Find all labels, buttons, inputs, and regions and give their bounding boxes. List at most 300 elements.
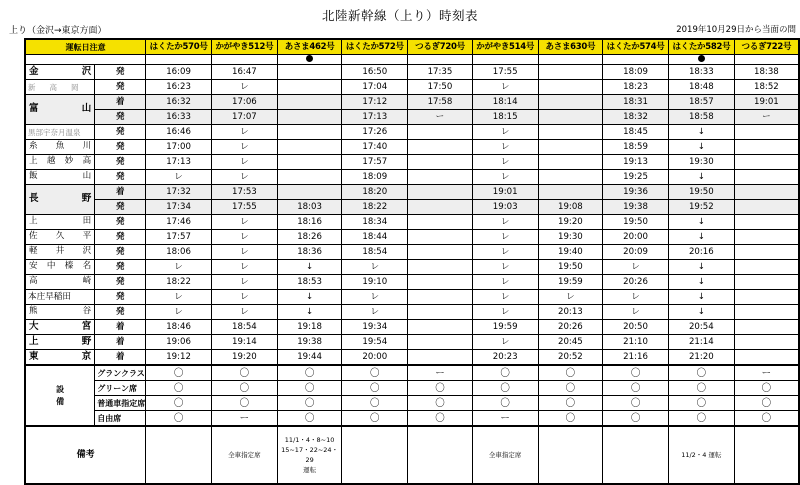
- notice-mark-cell: [277, 55, 342, 65]
- facility-mark: ー: [408, 365, 473, 381]
- time-cell: 18:09: [603, 65, 669, 80]
- time-cell: ↓: [668, 170, 734, 185]
- time-cell: 18:59: [603, 140, 669, 155]
- arr-dep-label: 発: [95, 260, 146, 275]
- time-cell: レ: [212, 125, 278, 140]
- time-cell: 17:12: [342, 95, 408, 110]
- time-cell: [734, 155, 799, 170]
- time-cell: 16:33: [146, 110, 212, 125]
- time-cell: 18:16: [277, 215, 342, 230]
- time-cell: [734, 200, 799, 215]
- time-cell: レ: [603, 260, 669, 275]
- time-cell: [408, 170, 473, 185]
- station-name: [25, 275, 95, 290]
- arr-dep-label: 発: [95, 275, 146, 290]
- arr-dep-label: 発: [95, 125, 146, 140]
- facility-mark: 〇: [146, 396, 212, 411]
- time-cell: 17:57: [342, 155, 408, 170]
- time-cell: 18:45: [603, 125, 669, 140]
- remark-cell: [603, 426, 669, 484]
- facility-mark: 〇: [146, 411, 212, 427]
- station-name: [25, 95, 95, 125]
- arr-dep-label: 着: [95, 320, 146, 335]
- facility-row: [25, 365, 799, 381]
- facility-mark: 〇: [603, 411, 669, 427]
- station-name: [25, 185, 95, 215]
- time-cell: [538, 95, 603, 110]
- time-cell: 18:54: [342, 245, 408, 260]
- time-cell: レ: [212, 215, 278, 230]
- facility-mark: ー: [734, 365, 799, 381]
- time-cell: 19:59: [472, 320, 538, 335]
- time-cell: 20:52: [538, 350, 603, 366]
- time-cell: 19:50: [603, 215, 669, 230]
- time-cell: [538, 170, 603, 185]
- time-cell: レ: [212, 245, 278, 260]
- time-cell: 19:06: [146, 335, 212, 350]
- time-cell: 21:20: [668, 350, 734, 366]
- time-cell: 17:06: [212, 95, 278, 110]
- train-name: あさま462号: [277, 39, 342, 55]
- operating-day-notice-row: [25, 55, 799, 65]
- time-cell: 19:20: [538, 215, 603, 230]
- time-cell: 18:33: [668, 65, 734, 80]
- time-cell: [277, 170, 342, 185]
- time-cell: 19:30: [668, 155, 734, 170]
- time-cell: 19:01: [472, 185, 538, 200]
- time-cell: [538, 110, 603, 125]
- time-cell: 18:36: [277, 245, 342, 260]
- remark-cell: [734, 426, 799, 484]
- train-header-row: [25, 39, 799, 55]
- time-cell: 17:55: [472, 65, 538, 80]
- time-cell: レ: [472, 290, 538, 305]
- time-cell: 21:14: [668, 335, 734, 350]
- time-cell: 18:15: [472, 110, 538, 125]
- facility-row: [25, 381, 799, 396]
- facility-mark: 〇: [472, 381, 538, 396]
- arr-dep-label: 発: [95, 215, 146, 230]
- time-cell: 17:57: [146, 230, 212, 245]
- time-cell: 18:57: [668, 95, 734, 110]
- train-name: あさま630号: [538, 39, 603, 55]
- station-name: [25, 170, 95, 185]
- facility-row: [25, 396, 799, 411]
- facility-mark: 〇: [538, 365, 603, 381]
- facility-mark: 〇: [603, 381, 669, 396]
- time-cell: 19:59: [538, 275, 603, 290]
- time-cell: [734, 320, 799, 335]
- time-cell: [734, 260, 799, 275]
- time-cell: 19:52: [668, 200, 734, 215]
- station-label: 東 京: [29, 351, 92, 362]
- time-cell: [408, 185, 473, 200]
- remark-cell: [408, 426, 473, 484]
- station-name: [25, 290, 95, 305]
- station-label: 上 越 妙 高: [29, 156, 92, 166]
- time-cell: [408, 230, 473, 245]
- time-cell: 17:40: [342, 140, 408, 155]
- time-cell: レ: [212, 170, 278, 185]
- time-cell: 18:34: [342, 215, 408, 230]
- time-cell: レ: [472, 335, 538, 350]
- notice-mark-cell: [668, 55, 734, 65]
- facility-mark: 〇: [668, 396, 734, 411]
- time-cell: [734, 170, 799, 185]
- time-cell: [734, 275, 799, 290]
- time-cell: 18:31: [603, 95, 669, 110]
- time-cell: レ: [146, 260, 212, 275]
- station-name: [25, 230, 95, 245]
- time-cell: 18:03: [277, 200, 342, 215]
- arr-dep-label: 発: [95, 305, 146, 320]
- time-cell: [277, 125, 342, 140]
- time-cell: レ: [146, 305, 212, 320]
- station-label: 熊 谷: [29, 306, 92, 316]
- station-label: 大 宮: [29, 321, 92, 332]
- time-cell: [734, 350, 799, 366]
- time-cell: 19:34: [342, 320, 408, 335]
- time-cell: 17:46: [146, 215, 212, 230]
- facility-group-text: 設備: [56, 384, 65, 406]
- time-cell: レ: [472, 260, 538, 275]
- arr-dep-label: 発: [95, 245, 146, 260]
- time-cell: [734, 290, 799, 305]
- arr-dep-label: 発: [95, 80, 146, 95]
- time-cell: 19:40: [538, 245, 603, 260]
- train-name: はくたか582号: [668, 39, 734, 55]
- facility-mark: ー: [472, 411, 538, 427]
- facility-mark: 〇: [277, 411, 342, 427]
- time-cell: 20:09: [603, 245, 669, 260]
- station-row: [25, 275, 799, 290]
- time-cell: [408, 350, 473, 366]
- station-label: 飯 山: [29, 171, 92, 181]
- train-name: はくたか574号: [603, 39, 669, 55]
- station-row: [25, 350, 799, 366]
- time-cell: 17:34: [146, 200, 212, 215]
- time-cell: 18:09: [342, 170, 408, 185]
- time-cell: 17:32: [146, 185, 212, 200]
- time-cell: 17:07: [212, 110, 278, 125]
- train-name: はくたか570号: [146, 39, 212, 55]
- time-cell: [277, 185, 342, 200]
- remark-text: 全車指定席: [228, 451, 261, 459]
- station-row: [25, 170, 799, 185]
- time-cell: ↓: [668, 215, 734, 230]
- time-cell: [408, 290, 473, 305]
- station-label: 安 中 榛 名: [29, 261, 92, 271]
- time-cell: レ: [212, 230, 278, 245]
- time-cell: 19:54: [342, 335, 408, 350]
- time-cell: レ: [342, 305, 408, 320]
- arr-dep-label: 着: [95, 335, 146, 350]
- time-cell: 17:04: [342, 80, 408, 95]
- remark-cell: [146, 426, 212, 484]
- time-cell: ↓: [668, 140, 734, 155]
- station-row: [25, 80, 799, 95]
- station-label: 上 田: [29, 216, 92, 226]
- station-row: [25, 335, 799, 350]
- time-cell: [734, 185, 799, 200]
- station-row: [25, 140, 799, 155]
- time-cell: 19:10: [342, 275, 408, 290]
- time-cell: [538, 155, 603, 170]
- remarks-row: [25, 426, 799, 484]
- arr-dep-label: 着: [95, 95, 146, 110]
- facility-label: 自由席: [95, 411, 146, 427]
- station-row: [25, 110, 799, 125]
- time-cell: レ: [146, 170, 212, 185]
- time-cell: レ: [212, 260, 278, 275]
- station-label: 上 野: [29, 336, 92, 347]
- facility-mark: 〇: [146, 381, 212, 396]
- station-label: 金 沢: [29, 66, 92, 77]
- time-cell: レ: [538, 290, 603, 305]
- time-cell: 18:14: [472, 95, 538, 110]
- time-cell: 18:58: [668, 110, 734, 125]
- time-cell: 19:18: [277, 320, 342, 335]
- time-cell: [538, 65, 603, 80]
- time-cell: ↓: [277, 290, 342, 305]
- time-cell: 20:00: [603, 230, 669, 245]
- time-cell: [408, 200, 473, 215]
- notice-mark-cell: [538, 55, 603, 65]
- facility-mark: 〇: [668, 411, 734, 427]
- facility-mark: 〇: [212, 381, 278, 396]
- page-title: 北陸新幹線（上り）時刻表: [321, 8, 478, 23]
- time-cell: 21:16: [603, 350, 669, 366]
- station-row: [25, 260, 799, 275]
- train-name: つるぎ722号: [734, 39, 799, 55]
- facility-mark: 〇: [408, 396, 473, 411]
- facility-mark: 〇: [603, 365, 669, 381]
- station-name: [25, 335, 95, 350]
- train-name: つるぎ720号: [408, 39, 473, 55]
- time-cell: [734, 245, 799, 260]
- time-cell: 18:48: [668, 80, 734, 95]
- station-name: [25, 80, 95, 95]
- time-cell: ー: [734, 110, 799, 125]
- time-cell: 19:03: [472, 200, 538, 215]
- time-cell: レ: [146, 290, 212, 305]
- arr-dep-label: 発: [95, 170, 146, 185]
- notice-mark-cell: [472, 55, 538, 65]
- time-cell: レ: [472, 215, 538, 230]
- time-cell: レ: [472, 275, 538, 290]
- time-cell: 18:06: [146, 245, 212, 260]
- facility-mark: ー: [212, 411, 278, 427]
- facility-mark: 〇: [342, 365, 408, 381]
- facility-mark: 〇: [342, 396, 408, 411]
- time-cell: レ: [472, 230, 538, 245]
- station-label: 長 野: [29, 193, 92, 204]
- time-cell: ↓: [277, 260, 342, 275]
- station-row: [25, 305, 799, 320]
- facility-mark: 〇: [668, 365, 734, 381]
- remark-cell: [277, 426, 342, 484]
- station-row: [25, 95, 799, 110]
- train-name: かがやき512号: [212, 39, 278, 55]
- time-cell: レ: [212, 275, 278, 290]
- time-cell: レ: [472, 155, 538, 170]
- time-cell: 19:38: [603, 200, 669, 215]
- facility-mark: 〇: [408, 381, 473, 396]
- notice-mark-cell: [603, 55, 669, 65]
- time-cell: 18:22: [146, 275, 212, 290]
- time-cell: 20:16: [668, 245, 734, 260]
- notice-dot-icon: [698, 55, 705, 62]
- time-cell: 18:54: [212, 320, 278, 335]
- time-cell: [538, 125, 603, 140]
- time-cell: 19:36: [603, 185, 669, 200]
- time-cell: [734, 125, 799, 140]
- time-cell: 17:13: [146, 155, 212, 170]
- station-name: [25, 65, 95, 80]
- facility-label: グリーン席: [95, 381, 146, 396]
- time-cell: 19:20: [212, 350, 278, 366]
- corner-blank: [25, 55, 146, 65]
- time-cell: [408, 275, 473, 290]
- time-cell: 20:26: [603, 275, 669, 290]
- station-row: [25, 65, 799, 80]
- time-cell: 18:38: [734, 65, 799, 80]
- time-cell: ↓: [668, 275, 734, 290]
- time-cell: 19:30: [538, 230, 603, 245]
- time-cell: レ: [212, 290, 278, 305]
- time-cell: 18:53: [277, 275, 342, 290]
- facility-mark: 〇: [212, 365, 278, 381]
- time-cell: レ: [472, 125, 538, 140]
- facility-mark: 〇: [734, 411, 799, 427]
- facility-mark: 〇: [472, 365, 538, 381]
- time-cell: 16:46: [146, 125, 212, 140]
- validity-period: 2019年10月29日から当面の間: [676, 25, 796, 35]
- time-cell: 19:50: [538, 260, 603, 275]
- remark-cell: [538, 426, 603, 484]
- remarks-label: 備考: [25, 426, 146, 484]
- arr-dep-label: 発: [95, 140, 146, 155]
- station-name: [25, 215, 95, 230]
- time-cell: レ: [212, 80, 278, 95]
- time-cell: 18:23: [603, 80, 669, 95]
- notice-dot-icon: [306, 55, 313, 62]
- arr-dep-label: 発: [95, 230, 146, 245]
- facility-mark: 〇: [538, 396, 603, 411]
- time-cell: ↓: [668, 305, 734, 320]
- time-cell: 20:13: [538, 305, 603, 320]
- time-cell: ー: [408, 110, 473, 125]
- time-cell: 19:08: [538, 200, 603, 215]
- time-cell: 19:13: [603, 155, 669, 170]
- station-row: [25, 155, 799, 170]
- time-cell: レ: [603, 290, 669, 305]
- time-cell: 19:01: [734, 95, 799, 110]
- station-label: 軽 井 沢: [29, 246, 92, 256]
- facility-mark: 〇: [146, 365, 212, 381]
- time-cell: 19:44: [277, 350, 342, 366]
- time-cell: レ: [212, 155, 278, 170]
- arr-dep-label: 着: [95, 185, 146, 200]
- direction-label: 上り（金沢→東京方面）: [9, 26, 107, 36]
- time-cell: [408, 335, 473, 350]
- time-cell: 18:46: [146, 320, 212, 335]
- station-row: [25, 125, 799, 140]
- time-cell: [408, 140, 473, 155]
- station-name: [25, 125, 95, 140]
- timetable: [24, 38, 800, 485]
- station-label: 佐 久 平: [29, 231, 92, 241]
- time-cell: [408, 305, 473, 320]
- time-cell: 19:14: [212, 335, 278, 350]
- facility-mark: 〇: [212, 396, 278, 411]
- time-cell: 19:12: [146, 350, 212, 366]
- time-cell: 18:20: [342, 185, 408, 200]
- facility-mark: 〇: [408, 411, 473, 427]
- notice-mark-cell: [146, 55, 212, 65]
- time-cell: [277, 155, 342, 170]
- time-cell: レ: [212, 305, 278, 320]
- station-row: [25, 200, 799, 215]
- remark-text: 全車指定席: [488, 451, 522, 459]
- time-cell: ↓: [668, 125, 734, 140]
- time-cell: 18:32: [603, 110, 669, 125]
- time-cell: レ: [472, 80, 538, 95]
- train-name: かがやき514号: [472, 39, 538, 55]
- time-cell: レ: [342, 290, 408, 305]
- time-cell: 17:00: [146, 140, 212, 155]
- facility-group-label: [25, 365, 95, 426]
- station-label: 黒部宇奈月温泉: [28, 127, 81, 137]
- notice-mark-cell: [212, 55, 278, 65]
- time-cell: [408, 320, 473, 335]
- station-row: [25, 245, 799, 260]
- time-cell: 17:50: [408, 80, 473, 95]
- time-cell: 18:22: [342, 200, 408, 215]
- facility-mark: 〇: [734, 381, 799, 396]
- time-cell: 20:00: [342, 350, 408, 366]
- station-label: 新高岡: [28, 82, 93, 92]
- time-cell: レ: [342, 260, 408, 275]
- time-cell: 17:55: [212, 200, 278, 215]
- remark-text: 11/1・4・8~10 15~17・22~24・29 運転: [281, 436, 339, 474]
- station-row: [25, 215, 799, 230]
- station-name: [25, 155, 95, 170]
- time-cell: [734, 335, 799, 350]
- facility-mark: 〇: [734, 396, 799, 411]
- time-cell: [277, 95, 342, 110]
- arr-dep-label: 発: [95, 65, 146, 80]
- time-cell: 16:32: [146, 95, 212, 110]
- time-cell: レ: [212, 140, 278, 155]
- time-cell: [408, 215, 473, 230]
- facility-mark: 〇: [668, 381, 734, 396]
- station-name: [25, 140, 95, 155]
- notice-label: 運転日注意: [25, 39, 146, 55]
- time-cell: 21:10: [603, 335, 669, 350]
- facility-label: グランクラス: [95, 365, 146, 381]
- facility-mark: 〇: [342, 381, 408, 396]
- notice-mark-cell: [408, 55, 473, 65]
- time-cell: [277, 65, 342, 80]
- time-cell: 20:45: [538, 335, 603, 350]
- time-cell: 17:35: [408, 65, 473, 80]
- time-cell: 20:54: [668, 320, 734, 335]
- time-cell: 16:09: [146, 65, 212, 80]
- time-cell: [277, 80, 342, 95]
- time-cell: 17:26: [342, 125, 408, 140]
- facility-mark: 〇: [603, 396, 669, 411]
